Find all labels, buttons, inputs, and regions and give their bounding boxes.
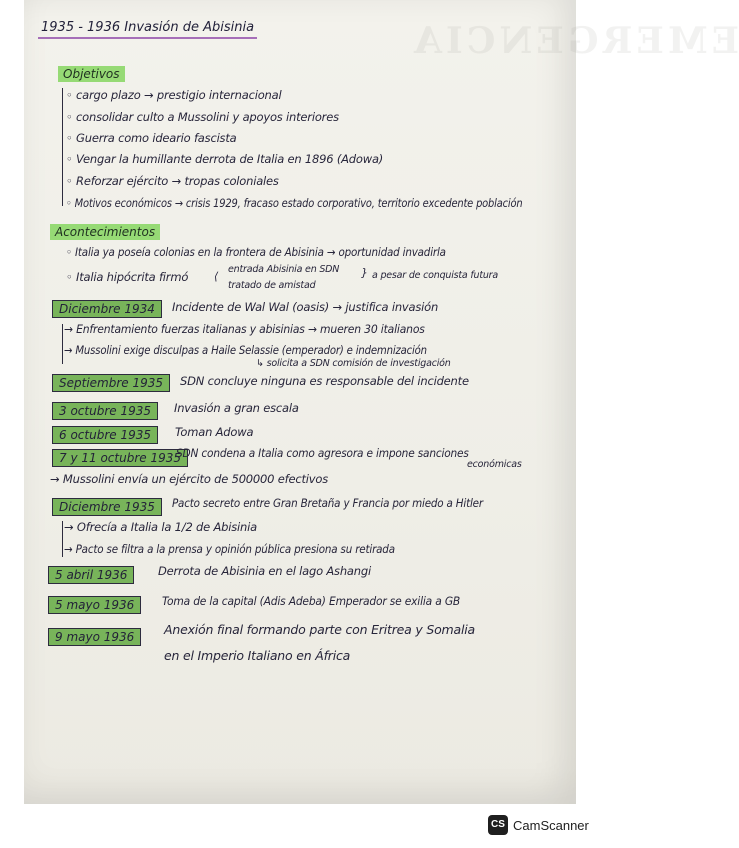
event-date-box: 3 octubre 1935 [52,402,158,420]
event-note: → Enfrentamiento fuerzas italianas y abisinias → mueren 30 italianos [64,322,425,336]
objetivos-heading: Objetivos [58,66,125,82]
event-text: SDN concluye ninguna es responsable del incidente [180,374,469,388]
event-date-box: 5 abril 1936 [48,566,134,584]
event-text-continued: económicas [467,459,522,470]
event-date-box: Diciembre 1935 [52,498,162,516]
event-date-box: Septiembre 1935 [52,374,170,392]
event-date-box: 9 mayo 1936 [48,628,141,646]
event-text: Incidente de Wal Wal (oasis) → justifica invasión [172,300,439,314]
event-text: Invasión a gran escala [174,401,299,415]
event-text: Toman Adowa [175,425,254,439]
event-bracket [62,324,63,364]
acontecimiento-intro: ◦ Italia ya poseía colonias en la frontera de Abisinia → oportunidad invadirla [66,245,446,259]
bleed-through-text: EMERGENCIA [410,20,739,62]
acontecimiento-intro: ◦ Italia hipócrita firmó [66,270,189,284]
event-date-box: 5 mayo 1936 [48,596,141,614]
event-bracket [62,521,63,557]
objetivo-item: ◦ cargo plazo → prestigio internacional [66,88,282,102]
event-text: Toma de la capital (Adis Adeba) Emperador se exilia a GB [162,594,461,608]
event-note: → Mussolini envía un ejército de 500000 efectivos [50,472,328,486]
event-text: Anexión final formando parte con Eritrea y Somalia [164,622,475,637]
brace-mark: ⟨ [214,270,219,283]
objetivo-item: ◦ Guerra como ideario fascista [66,131,237,145]
event-text: SDN condena a Italia como agresora e impone sanciones [176,446,469,460]
camscanner-logo: CS [488,815,508,835]
objetivo-item: ◦ consolidar culto a Mussolini y apoyos interiores [66,110,339,124]
event-date-box: 6 octubre 1935 [52,426,158,444]
objetivo-item: ◦ Vengar la humillante derrota de Italia en 1896 (Adowa) [66,152,384,166]
objetivo-item: ◦ Motivos económicos → crisis 1929, fracaso estado corporativo, territorio excedente población [66,196,523,210]
acontecimientos-heading: Acontecimientos [50,224,160,240]
objetivos-bracket [62,88,63,206]
event-text-continued: en el Imperio Italiano en África [164,648,351,663]
page-title: 1935 - 1936 Invasión de Abisinia [38,20,257,39]
event-date-box: 7 y 11 octubre 1935 [52,449,188,467]
event-note: → Pacto se filtra a la prensa y opinión pública presiona su retirada [64,542,395,556]
acontecimiento-intro-sub: entrada Abisinia en SDN [228,264,340,275]
event-note: → Mussolini exige disculpas a Haile Selassie (emperador) e indemnización [64,343,427,357]
camscanner-watermark: CamScanner [513,818,589,833]
brace-mark: } [361,266,368,279]
acontecimiento-intro-sub: tratado de amistad [228,280,316,291]
event-note: → Ofrecía a Italia la 1/2 de Abisinia [64,520,257,534]
objetivo-item: ◦ Reforzar ejército → tropas coloniales [66,174,279,188]
event-text: Pacto secreto entre Gran Bretaña y Francia por miedo a Hitler [172,496,483,510]
event-note: ↳ solicita a SDN comisión de investigación [256,358,451,369]
event-text: Derrota de Abisinia en el lago Ashangi [158,564,371,578]
acontecimiento-intro-sub: a pesar de conquista futura [372,270,499,281]
event-date-box: Diciembre 1934 [52,300,162,318]
